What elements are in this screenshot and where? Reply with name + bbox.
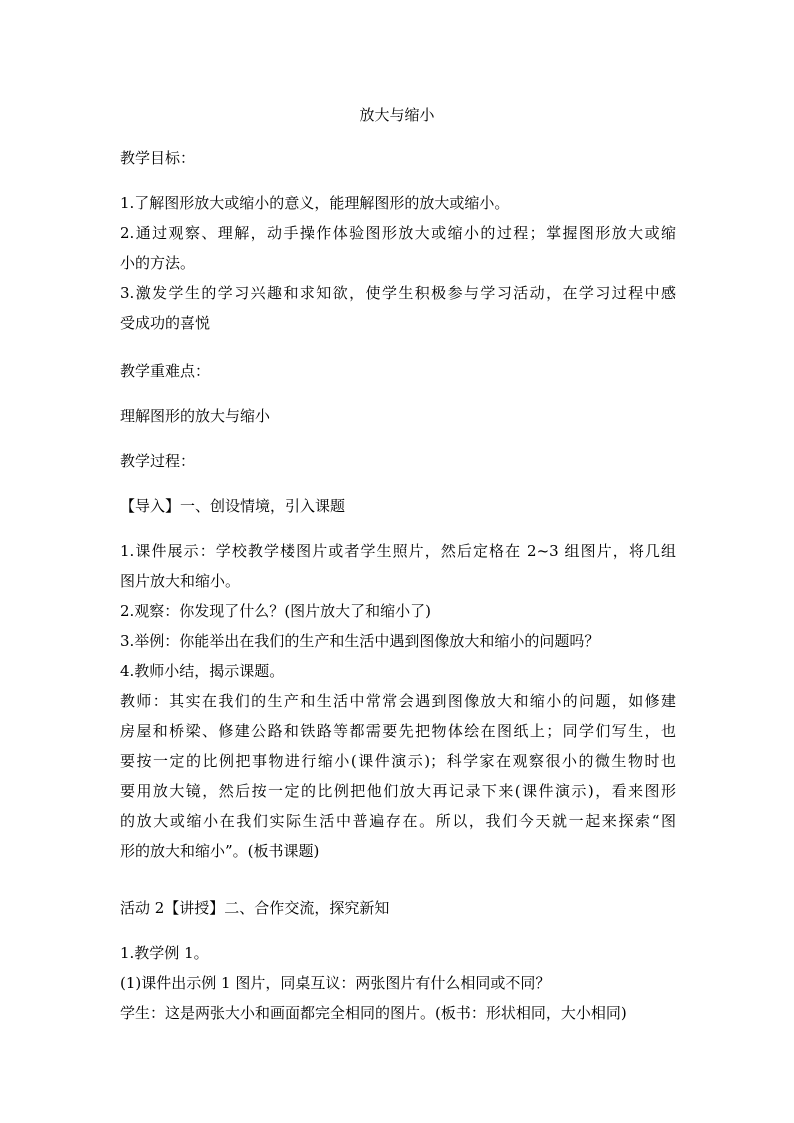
- teacher-paragraph-line-3: 要按一定的比例把事物进行缩小(课件演示)；科学家在观察很小的微生物时也: [120, 752, 676, 770]
- goal-item-1: 1.了解图形放大或缩小的意义，能理解图形的放大或缩小。: [120, 194, 510, 212]
- goals-list: [120, 188, 676, 338]
- goals-block: [120, 143, 676, 173]
- intro-item-3: 3.举例：你能举出在我们的生产和生活中遇到图像放大和缩小的问题吗？: [120, 632, 600, 650]
- activity2-heading-block: [120, 893, 676, 923]
- key-points-heading-block: [120, 356, 676, 386]
- intro-list: [120, 536, 676, 866]
- example-1-subitem: (1)课件出示例 1 图片，同桌互议：两张图片有什么相同或不同？: [120, 974, 551, 992]
- document-title: 放大与缩小: [359, 106, 435, 124]
- activity2-heading: 活动 2【讲授】二、合作交流，探究新知: [120, 899, 390, 917]
- student-answer: 学生：这是两张大小和画面都完全相同的图片。(板书：形状相同，大小相同): [120, 1004, 627, 1022]
- example-list: [120, 938, 676, 1028]
- intro-item-1-line-2: 图片放大和缩小。: [120, 572, 241, 590]
- teacher-paragraph-line-4: 要用放大镜，然后按一定的比例把他们放大再记录下来(课件演示)，看来图形: [120, 782, 676, 800]
- intro-item-2: 2.观察：你发现了什么？(图片放大了和缩小了): [120, 602, 432, 620]
- teacher-paragraph-line-2: 房屋和桥梁、修建公路和铁路等都需要先把物体绘在图纸上；同学们写生，也: [120, 722, 676, 740]
- goal-item-2-line-2: 小的方法。: [120, 254, 196, 272]
- goal-item-3-line-1: 3.激发学生的学习兴趣和求知欲，使学生积极参与学习活动，在学习过程中感: [120, 284, 676, 302]
- goal-item-2-line-1: 2.通过观察、理解，动手操作体验图形放大或缩小的过程；掌握图形放大或缩: [120, 224, 676, 242]
- goals-heading: 教学目标：: [120, 149, 196, 167]
- teacher-paragraph-line-1: 教师：其实在我们的生产和生活中常常会遇到图像放大和缩小的问题，如修建: [120, 692, 676, 710]
- key-points-block: [120, 401, 676, 431]
- process-heading-block: [120, 446, 676, 476]
- teacher-paragraph-line-6: 形的放大和缩小”。(板书课题): [120, 842, 320, 860]
- key-points-heading: 教学重难点：: [120, 362, 211, 380]
- teacher-paragraph-line-5: 的放大或缩小在我们实际生活中普遍存在。所以，我们今天就一起来探索“图: [120, 812, 676, 830]
- goal-item-3-line-2: 受成功的喜悦: [120, 314, 211, 332]
- intro-heading: 【导入】一、创设情境，引入课题: [120, 497, 346, 515]
- example-1: 1.教学例 1。: [120, 944, 209, 962]
- intro-item-1-line-1: 1.课件展示：学校教学楼图片或者学生照片，然后定格在 2~3 组图片，将几组: [120, 542, 676, 560]
- key-points-text: 理解图形的放大与缩小: [120, 407, 271, 425]
- process-heading: 教学过程：: [120, 452, 196, 470]
- intro-item-4: 4.教师小结，揭示课题。: [120, 662, 285, 680]
- intro-heading-block: [120, 491, 676, 521]
